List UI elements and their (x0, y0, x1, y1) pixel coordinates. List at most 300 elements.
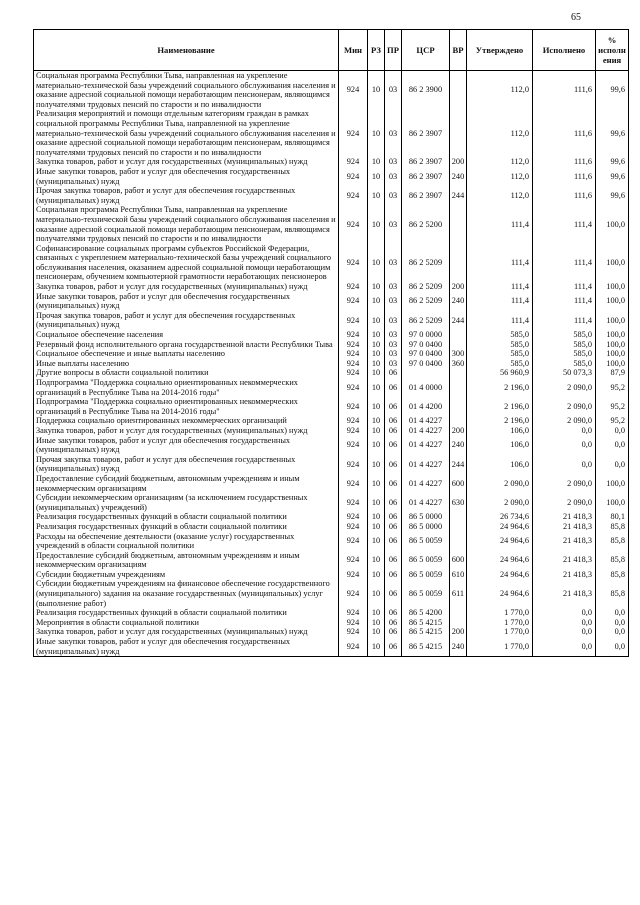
cell-min: 924 (339, 627, 368, 637)
cell-name: Закупка товаров, работ и услуг для государственных (муниципальных) нужд (34, 627, 339, 637)
table-row (34, 157, 629, 167)
cell-vr: 240 (450, 637, 467, 657)
table-row (34, 637, 629, 657)
cell-min: 924 (339, 532, 368, 551)
cell-vr: 240 (450, 436, 467, 455)
cell-name: Предоставление субсидий бюджетным, автономным учреждениям и иным некоммерческим организациям (34, 551, 339, 570)
cell-approved: 1 770,0 (467, 637, 533, 657)
cell-rz: 10 (368, 512, 385, 522)
cell-csr: 86 2 5209 (402, 244, 450, 282)
cell-approved: 2 196,0 (467, 416, 533, 426)
cell-rz: 10 (368, 618, 385, 628)
cell-min: 924 (339, 205, 368, 243)
cell-min: 924 (339, 157, 368, 167)
cell-percent: 100,0 (596, 292, 629, 311)
cell-approved: 24 964,6 (467, 551, 533, 570)
cell-pr: 06 (385, 570, 402, 580)
cell-vr (450, 368, 467, 378)
table-row (34, 627, 629, 637)
col-header-percent: % исполн ения (596, 30, 629, 71)
cell-rz: 10 (368, 522, 385, 532)
cell-percent: 100,0 (596, 330, 629, 340)
table-row (34, 244, 629, 282)
cell-vr (450, 330, 467, 340)
cell-executed: 2 090,0 (533, 397, 596, 416)
col-header-approved: Утверждено (467, 30, 533, 71)
cell-csr: 86 5 4200 (402, 608, 450, 618)
cell-rz: 10 (368, 71, 385, 110)
cell-csr: 97 0 0000 (402, 330, 450, 340)
cell-executed: 2 090,0 (533, 416, 596, 426)
cell-executed: 0,0 (533, 455, 596, 474)
cell-percent: 95,2 (596, 378, 629, 397)
cell-vr (450, 71, 467, 110)
cell-percent: 0,0 (596, 618, 629, 628)
cell-csr: 86 5 0000 (402, 522, 450, 532)
cell-percent: 0,0 (596, 455, 629, 474)
cell-csr: 86 2 5209 (402, 311, 450, 330)
cell-executed: 585,0 (533, 340, 596, 350)
cell-vr (450, 397, 467, 416)
table-row (34, 186, 629, 205)
cell-vr (450, 618, 467, 628)
cell-min: 924 (339, 167, 368, 186)
cell-pr: 06 (385, 397, 402, 416)
cell-executed: 21 418,3 (533, 579, 596, 608)
cell-pr: 03 (385, 244, 402, 282)
cell-percent: 100,0 (596, 349, 629, 359)
cell-vr (450, 608, 467, 618)
cell-vr: 244 (450, 186, 467, 205)
table-row (34, 416, 629, 426)
cell-name: Иные закупки товаров, работ и услуг для обеспечения государственных (муниципальных) нужд (34, 292, 339, 311)
col-header-name: Наименование (34, 30, 339, 71)
cell-percent: 0,0 (596, 436, 629, 455)
cell-csr: 86 2 5209 (402, 282, 450, 292)
cell-min: 924 (339, 349, 368, 359)
cell-executed: 585,0 (533, 349, 596, 359)
cell-executed: 111,4 (533, 205, 596, 243)
cell-approved: 56 960,9 (467, 368, 533, 378)
cell-pr: 06 (385, 551, 402, 570)
col-header-vr: ВР (450, 30, 467, 71)
table-row (34, 282, 629, 292)
cell-rz: 10 (368, 416, 385, 426)
cell-executed: 111,4 (533, 311, 596, 330)
cell-percent: 95,2 (596, 416, 629, 426)
cell-pr: 03 (385, 205, 402, 243)
table-row (34, 532, 629, 551)
cell-approved: 106,0 (467, 455, 533, 474)
table-row (34, 579, 629, 608)
cell-vr: 611 (450, 579, 467, 608)
cell-executed: 21 418,3 (533, 551, 596, 570)
cell-csr: 97 0 0400 (402, 359, 450, 369)
cell-percent: 85,8 (596, 532, 629, 551)
cell-min: 924 (339, 570, 368, 580)
cell-executed: 0,0 (533, 637, 596, 657)
cell-percent: 100,0 (596, 340, 629, 350)
cell-min: 924 (339, 340, 368, 350)
cell-rz: 10 (368, 157, 385, 167)
cell-name: Иные закупки товаров, работ и услуг для обеспечения государственных (муниципальных) нужд (34, 637, 339, 657)
cell-min: 924 (339, 416, 368, 426)
cell-executed: 111,4 (533, 292, 596, 311)
cell-rz: 10 (368, 349, 385, 359)
cell-csr: 86 2 3907 (402, 186, 450, 205)
cell-percent: 99,6 (596, 167, 629, 186)
cell-percent: 0,0 (596, 426, 629, 436)
cell-approved: 2 090,0 (467, 493, 533, 512)
cell-percent: 0,0 (596, 637, 629, 657)
cell-pr: 06 (385, 426, 402, 436)
cell-vr (450, 109, 467, 157)
table-row (34, 71, 629, 110)
cell-approved: 24 964,6 (467, 570, 533, 580)
cell-approved: 2 196,0 (467, 397, 533, 416)
col-header-rz: РЗ (368, 30, 385, 71)
cell-approved: 106,0 (467, 426, 533, 436)
cell-executed: 111,6 (533, 71, 596, 110)
cell-csr: 86 2 3907 (402, 157, 450, 167)
table-row (34, 368, 629, 378)
cell-name: Закупка товаров, работ и услуг для государственных (муниципальных) нужд (34, 426, 339, 436)
cell-name: Иные выплаты населению (34, 359, 339, 369)
cell-percent: 0,0 (596, 608, 629, 618)
cell-vr: 360 (450, 359, 467, 369)
cell-vr (450, 512, 467, 522)
table-row (34, 167, 629, 186)
table-row (34, 608, 629, 618)
cell-executed: 111,6 (533, 157, 596, 167)
cell-vr (450, 340, 467, 350)
page-number: 65 (571, 12, 581, 23)
cell-approved: 112,0 (467, 71, 533, 110)
table-row (34, 493, 629, 512)
cell-percent: 99,6 (596, 186, 629, 205)
col-header-min: Мин (339, 30, 368, 71)
cell-vr: 244 (450, 311, 467, 330)
col-header-executed: Исполнено (533, 30, 596, 71)
cell-min: 924 (339, 186, 368, 205)
cell-percent: 100,0 (596, 359, 629, 369)
table-row (34, 618, 629, 628)
cell-name: Иные закупки товаров, работ и услуг для обеспечения государственных (муниципальных) нужд (34, 167, 339, 186)
cell-percent: 99,6 (596, 157, 629, 167)
cell-rz: 10 (368, 282, 385, 292)
cell-pr: 06 (385, 368, 402, 378)
table-row (34, 474, 629, 493)
table-row (34, 205, 629, 243)
cell-executed: 0,0 (533, 608, 596, 618)
cell-pr: 06 (385, 627, 402, 637)
cell-approved: 111,4 (467, 311, 533, 330)
cell-vr (450, 205, 467, 243)
cell-csr (402, 368, 450, 378)
cell-csr: 97 0 0400 (402, 349, 450, 359)
cell-min: 924 (339, 579, 368, 608)
cell-vr (450, 244, 467, 282)
cell-rz: 10 (368, 167, 385, 186)
cell-csr: 86 5 0000 (402, 512, 450, 522)
cell-min: 924 (339, 512, 368, 522)
cell-approved: 112,0 (467, 109, 533, 157)
cell-approved: 111,4 (467, 205, 533, 243)
cell-executed: 21 418,3 (533, 532, 596, 551)
cell-rz: 10 (368, 551, 385, 570)
cell-name: Реализация государственных функций в области социальной политики (34, 608, 339, 618)
cell-pr: 03 (385, 71, 402, 110)
cell-name: Иные закупки товаров, работ и услуг для обеспечения государственных (муниципальных) нужд (34, 436, 339, 455)
table-row (34, 311, 629, 330)
table-row (34, 455, 629, 474)
cell-percent: 99,6 (596, 109, 629, 157)
cell-pr: 06 (385, 416, 402, 426)
cell-name: Прочая закупка товаров, работ и услуг для обеспечения государственных (муниципальных) нужд (34, 455, 339, 474)
cell-name: Поддержка социально ориентированных некоммерческих организаций (34, 416, 339, 426)
cell-pr: 06 (385, 532, 402, 551)
cell-name: Софинансирование социальных программ субъектов Российской Федерации, связанных с укреплением материально-технической базы учреждений социального обслуживания населения, оказанием адресной социальной помощи неработающим пенсионерам, обучением компьютерной грамотности неработающих пенсионеров (34, 244, 339, 282)
cell-executed: 111,6 (533, 186, 596, 205)
cell-rz: 10 (368, 368, 385, 378)
cell-name: Прочая закупка товаров, работ и услуг для обеспечения государственных (муниципальных) нужд (34, 186, 339, 205)
cell-min: 924 (339, 378, 368, 397)
cell-approved: 2 196,0 (467, 378, 533, 397)
cell-vr: 200 (450, 157, 467, 167)
cell-min: 924 (339, 282, 368, 292)
cell-min: 924 (339, 522, 368, 532)
cell-name: Подпрограмма "Поддержка социально ориентированных некоммерческих организаций в Республике Тыва на 2014-2016 годы" (34, 397, 339, 416)
cell-percent: 85,8 (596, 570, 629, 580)
cell-name: Прочая закупка товаров, работ и услуг для обеспечения государственных (муниципальных) нужд (34, 311, 339, 330)
cell-pr: 06 (385, 455, 402, 474)
cell-approved: 26 734,6 (467, 512, 533, 522)
cell-executed: 21 418,3 (533, 570, 596, 580)
cell-vr: 200 (450, 282, 467, 292)
cell-name: Подпрограмма "Поддержка социально ориентированных некоммерческих организаций в Республике Тыва на 2014-2016 годы" (34, 378, 339, 397)
cell-rz: 10 (368, 532, 385, 551)
cell-min: 924 (339, 637, 368, 657)
table-row (34, 292, 629, 311)
cell-approved: 1 770,0 (467, 627, 533, 637)
cell-csr: 01 4 4227 (402, 436, 450, 455)
cell-pr: 03 (385, 330, 402, 340)
cell-min: 924 (339, 311, 368, 330)
cell-percent: 100,0 (596, 205, 629, 243)
cell-approved: 111,4 (467, 244, 533, 282)
cell-pr: 03 (385, 340, 402, 350)
cell-name: Социальная программа Республики Тыва, направленная на укрепление материально-технической базы учреждений социального обслуживания населения и оказание адресной социальной помощи неработающим пенсионерам, являющимся получателями трудовых пенсий по старости и по инвалидности (34, 205, 339, 243)
cell-vr: 600 (450, 474, 467, 493)
cell-min: 924 (339, 426, 368, 436)
cell-csr: 86 5 0059 (402, 570, 450, 580)
cell-name: Субсидии бюджетным учреждениям (34, 570, 339, 580)
table-row (34, 349, 629, 359)
cell-min: 924 (339, 330, 368, 340)
table-row (34, 109, 629, 157)
cell-pr: 06 (385, 608, 402, 618)
table-body (34, 71, 629, 657)
cell-rz: 10 (368, 109, 385, 157)
cell-min: 924 (339, 608, 368, 618)
cell-rz: 10 (368, 359, 385, 369)
cell-vr: 610 (450, 570, 467, 580)
cell-percent: 100,0 (596, 474, 629, 493)
cell-pr: 06 (385, 378, 402, 397)
cell-rz: 10 (368, 627, 385, 637)
cell-approved: 112,0 (467, 157, 533, 167)
cell-vr: 200 (450, 627, 467, 637)
table-row (34, 330, 629, 340)
cell-rz: 10 (368, 205, 385, 243)
cell-approved: 24 964,6 (467, 579, 533, 608)
cell-approved: 585,0 (467, 349, 533, 359)
table-header-row (34, 30, 629, 71)
cell-csr: 86 5 4215 (402, 627, 450, 637)
cell-vr: 200 (450, 426, 467, 436)
cell-pr: 03 (385, 359, 402, 369)
cell-min: 924 (339, 551, 368, 570)
cell-executed: 111,4 (533, 244, 596, 282)
cell-csr: 86 2 3907 (402, 167, 450, 186)
cell-executed: 111,6 (533, 167, 596, 186)
cell-approved: 111,4 (467, 292, 533, 311)
cell-name: Реализация государственных функций в области социальной политики (34, 512, 339, 522)
cell-min: 924 (339, 71, 368, 110)
cell-percent: 85,8 (596, 579, 629, 608)
cell-executed: 111,4 (533, 282, 596, 292)
cell-csr: 01 4 4227 (402, 416, 450, 426)
cell-percent: 87,9 (596, 368, 629, 378)
cell-csr: 01 4 4200 (402, 397, 450, 416)
cell-pr: 03 (385, 311, 402, 330)
cell-name: Реализация государственных функций в области социальной политики (34, 522, 339, 532)
cell-pr: 06 (385, 579, 402, 608)
cell-rz: 10 (368, 397, 385, 416)
cell-percent: 0,0 (596, 627, 629, 637)
budget-execution-table (33, 29, 629, 657)
cell-min: 924 (339, 474, 368, 493)
cell-csr: 86 5 0059 (402, 532, 450, 551)
cell-rz: 10 (368, 311, 385, 330)
cell-pr: 03 (385, 292, 402, 311)
cell-rz: 10 (368, 493, 385, 512)
cell-csr: 86 5 4215 (402, 637, 450, 657)
cell-csr: 97 0 0400 (402, 340, 450, 350)
cell-approved: 112,0 (467, 186, 533, 205)
cell-executed: 585,0 (533, 359, 596, 369)
cell-rz: 10 (368, 186, 385, 205)
cell-pr: 03 (385, 109, 402, 157)
cell-name: Закупка товаров, работ и услуг для государственных (муниципальных) нужд (34, 282, 339, 292)
cell-percent: 100,0 (596, 244, 629, 282)
cell-pr: 03 (385, 157, 402, 167)
cell-approved: 24 964,6 (467, 522, 533, 532)
cell-pr: 03 (385, 349, 402, 359)
cell-percent: 85,8 (596, 551, 629, 570)
cell-rz: 10 (368, 330, 385, 340)
cell-executed: 21 418,3 (533, 512, 596, 522)
cell-min: 924 (339, 109, 368, 157)
cell-vr: 240 (450, 292, 467, 311)
cell-name: Социальная программа Республики Тыва, направленная на укрепление материально-технической базы учреждений социального обслуживания населения и оказание адресной социальной помощи неработающим пенсионерам, являющимся получателями трудовых пенсий по старости и по инвалидности (34, 71, 339, 110)
cell-rz: 10 (368, 570, 385, 580)
cell-executed: 0,0 (533, 627, 596, 637)
cell-approved: 1 770,0 (467, 608, 533, 618)
cell-percent: 100,0 (596, 282, 629, 292)
cell-pr: 06 (385, 522, 402, 532)
cell-executed: 0,0 (533, 618, 596, 628)
cell-csr: 86 5 4215 (402, 618, 450, 628)
cell-min: 924 (339, 368, 368, 378)
cell-rz: 10 (368, 244, 385, 282)
cell-min: 924 (339, 397, 368, 416)
cell-pr: 06 (385, 512, 402, 522)
table-row (34, 359, 629, 369)
cell-rz: 10 (368, 455, 385, 474)
table-row (34, 551, 629, 570)
cell-pr: 06 (385, 618, 402, 628)
cell-pr: 03 (385, 282, 402, 292)
cell-approved: 585,0 (467, 359, 533, 369)
cell-percent: 85,8 (596, 522, 629, 532)
table-row (34, 436, 629, 455)
cell-vr (450, 522, 467, 532)
cell-executed: 2 090,0 (533, 474, 596, 493)
col-header-csr: ЦСР (402, 30, 450, 71)
cell-approved: 24 964,6 (467, 532, 533, 551)
cell-vr: 244 (450, 455, 467, 474)
cell-executed: 111,6 (533, 109, 596, 157)
cell-csr: 86 5 0059 (402, 579, 450, 608)
cell-name: Резервный фонд исполнительного органа государственной власти Республики Тыва (34, 340, 339, 350)
cell-min: 924 (339, 359, 368, 369)
cell-min: 924 (339, 436, 368, 455)
cell-vr (450, 416, 467, 426)
cell-executed: 0,0 (533, 436, 596, 455)
cell-csr: 86 2 3907 (402, 109, 450, 157)
table-row (34, 426, 629, 436)
table-row (34, 378, 629, 397)
cell-approved: 585,0 (467, 330, 533, 340)
cell-name: Субсидии некоммерческим организациям (за исключением государственных (муниципальных) учреждений) (34, 493, 339, 512)
cell-executed: 2 090,0 (533, 378, 596, 397)
cell-csr: 86 2 5200 (402, 205, 450, 243)
cell-rz: 10 (368, 474, 385, 493)
cell-csr: 86 2 3900 (402, 71, 450, 110)
table-row (34, 522, 629, 532)
cell-approved: 106,0 (467, 436, 533, 455)
cell-percent: 80,1 (596, 512, 629, 522)
cell-csr: 01 4 4227 (402, 474, 450, 493)
cell-vr: 600 (450, 551, 467, 570)
cell-rz: 10 (368, 378, 385, 397)
cell-percent: 100,0 (596, 311, 629, 330)
cell-approved: 112,0 (467, 167, 533, 186)
cell-min: 924 (339, 493, 368, 512)
cell-min: 924 (339, 244, 368, 282)
cell-csr: 01 4 0000 (402, 378, 450, 397)
table-row (34, 340, 629, 350)
cell-csr: 01 4 4227 (402, 493, 450, 512)
cell-vr: 300 (450, 349, 467, 359)
col-header-pr: ПР (385, 30, 402, 71)
cell-pr: 06 (385, 436, 402, 455)
cell-name: Мероприятия в области социальной политики (34, 618, 339, 628)
cell-approved: 111,4 (467, 282, 533, 292)
cell-name: Предоставление субсидий бюджетным, автономным учреждениям и иным некоммерческим организациям (34, 474, 339, 493)
cell-min: 924 (339, 455, 368, 474)
